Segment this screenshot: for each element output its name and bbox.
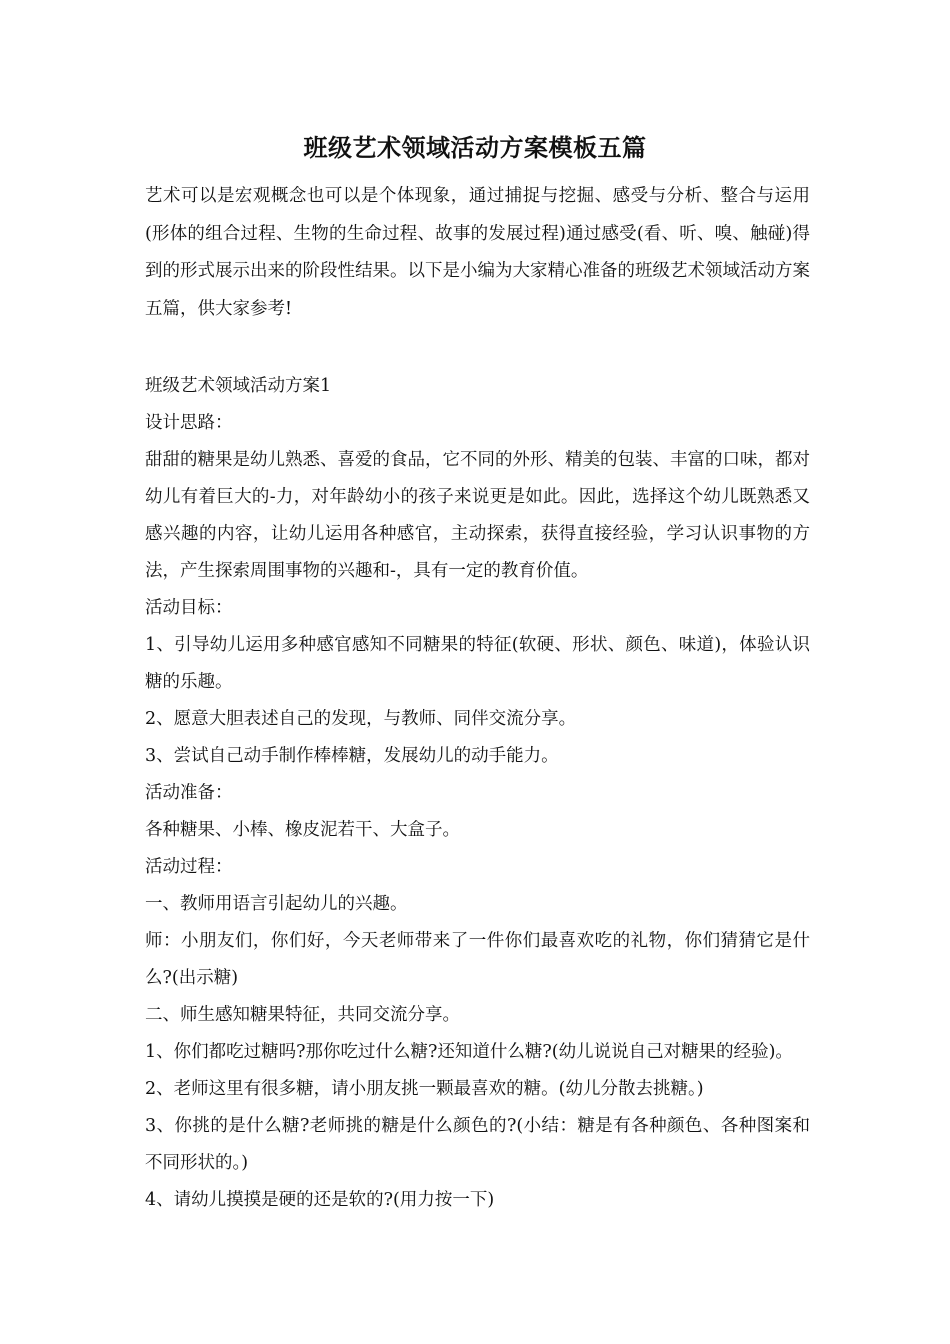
section-heading: 班级艺术领域活动方案1 bbox=[145, 376, 332, 396]
process-item-1: 1、你们都吃过糖吗?那你吃过什么糖?还知道什么糖?(幼儿说说自己对糖果的经验)。 bbox=[145, 1042, 793, 1062]
goal-item-1: 1、引导幼儿运用多种感官感知不同糖果的特征(软硬、形状、颜色、味道)，体验认识糖的乐趣。 bbox=[145, 635, 810, 692]
process-item-4: 4、请幼儿摸摸是硬的还是软的?(用力按一下) bbox=[145, 1190, 495, 1210]
subheading-goals: 活动目标： bbox=[145, 598, 233, 618]
process-step-1: 一、教师用语言引起幼儿的兴趣。 bbox=[145, 894, 408, 914]
paragraph-preparation: 各种糖果、小棒、橡皮泥若干、大盒子。 bbox=[145, 820, 460, 840]
document-body bbox=[145, 368, 810, 1219]
process-dialogue: 师：小朋友们，你们好，今天老师带来了一件你们最喜欢吃的礼物，你们猜猜它是什么?(出示糖) bbox=[145, 931, 810, 988]
process-item-2: 2、老师这里有很多糖，请小朋友挑一颗最喜欢的糖。(幼儿分散去挑糖。) bbox=[145, 1079, 704, 1099]
subheading-design-idea: 设计思路： bbox=[145, 413, 233, 433]
subheading-process: 活动过程： bbox=[145, 857, 233, 877]
intro-text: 艺术可以是宏观概念也可以是个体现象，通过捕捉与挖掘、感受与分析、整合与运用(形体的组合过程、生物的生命过程、故事的发展过程)通过感受(看、听、嗅、触碰)得到的形式展示出来的阶段性结果。以下是小编为大家精心准备的班级艺术领域活动方案五篇，供大家参考! bbox=[145, 186, 810, 319]
goal-item-2: 2、愿意大胆表述自己的发现，与教师、同伴交流分享。 bbox=[145, 709, 577, 729]
paragraph-design-idea: 甜甜的糖果是幼儿熟悉、喜爱的食品，它不同的外形、精美的包装、丰富的口味，都对幼儿有着巨大的-力，对年龄幼小的孩子来说更是如此。因此，选择这个幼儿既熟悉又感兴趣的内容，让幼儿运用各种感官，主动探索，获得直接经验，学习认识事物的方法，产生探索周围事物的兴趣和-，具有一定的教育价值。 bbox=[145, 450, 810, 581]
goal-item-3: 3、尝试自己动手制作棒棒糖，发展幼儿的动手能力。 bbox=[145, 746, 559, 766]
process-item-3: 3、你挑的是什么糖?老师挑的糖是什么颜色的?(小结：糖是有各种颜色、各种图案和不同形状的。) bbox=[145, 1116, 810, 1173]
subheading-preparation: 活动准备： bbox=[145, 783, 233, 803]
intro-paragraph bbox=[145, 178, 810, 328]
document-title: 班级艺术领域活动方案模板五篇 bbox=[303, 133, 647, 162]
process-step-2: 二、师生感知糖果特征，共同交流分享。 bbox=[145, 1005, 460, 1025]
